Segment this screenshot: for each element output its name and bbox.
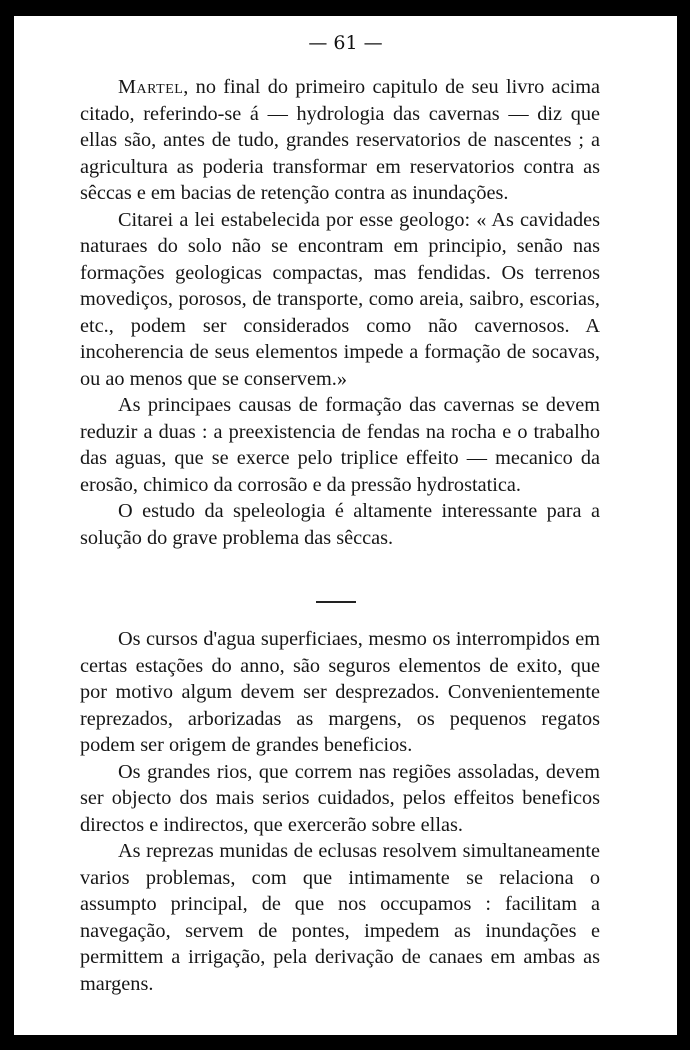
paragraph-dams: As reprezas munidas de eclusas resolvem simultaneamente varios problemas, com que intimamente se relaciona o assumpto principal, de que nos occupamos : facilitam a navegação, servem de pontes, impedem as inundações e permittem a irrigação, pela derivação de canaes em ambas as margens.: [80, 840, 600, 995]
page-number: — 61 —: [308, 32, 383, 54]
paragraph-surface-streams: Os cursos d'agua superficiaes, mesmo os interrompidos em certas estações do anno, são seguros elementos de exito, que por motivo algum devem ser desprezados. Convenientemente reprezados, arborizadas as margens, os pequenos regatos podem ser origem de grandes beneficios.: [80, 628, 600, 756]
author-name: Martel: [118, 76, 184, 98]
paragraph-cave-causes: As principaes causas de formação das cavernas se devem reduzir a duas : a preexistencia de fendas na rocha e o trabalho das aguas, que se exerce pelo triplice effeito — mecanico da erosão, chimico da corrosão e da pressão hydrostatica.: [80, 394, 600, 496]
section-watercourses: [80, 626, 600, 997]
paragraph-speleology-study: O estudo da speleologia é altamente interessante para a solução do grave problema das sêccas.: [80, 500, 600, 549]
paragraph-martel-body: , no final do primeiro capitulo de seu livro acima citado, referindo-se á — hydrologia das cavernas — diz que ellas são, antes de tudo, grandes reservatorios de nascentes ; a agricultura as poderia transformar em reservatorios contra as sêccas e em bacias de retenção contra as inundações.: [80, 76, 600, 204]
paragraph-law-citation: Citarei a lei estabelecida por esse geologo: « As cavidades naturaes do solo não se encontram em principio, senão nas formações geologicas compactas, mas fendidas. Os terrenos movediços, porosos, de transporte, como areia, saibro, escorias, etc., podem ser considerados como não cavernosos. A incoherencia de seus elementos impede a formação de socavas, ou ao menos que se conservem.»: [80, 208, 600, 390]
paragraph-martel: [80, 74, 600, 207]
section-divider: [316, 601, 356, 603]
section-speleology: [80, 74, 600, 551]
paragraph-great-rivers: Os grandes rios, que correm nas regiões assoladas, devem ser objecto dos mais serios cuidados, pelos effeitos beneficos directos e indirectos, que exercerão sobre ellas.: [80, 760, 600, 836]
book-page: [14, 16, 677, 1035]
